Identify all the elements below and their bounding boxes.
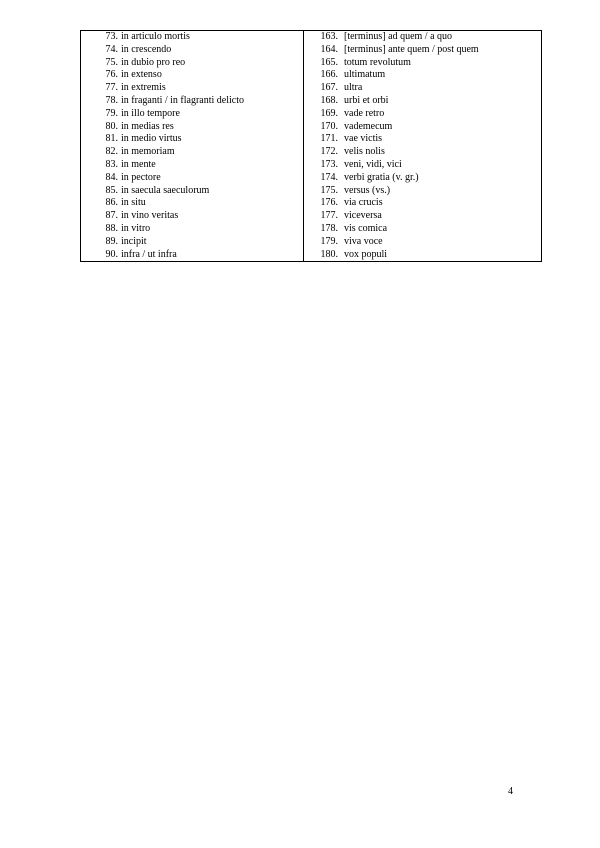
term-entry — [81, 108, 303, 121]
term-text: in memoriam — [121, 146, 175, 158]
term-entry — [81, 95, 303, 108]
table-cell-left — [81, 210, 304, 223]
table-cell-left — [81, 185, 304, 198]
term-entry — [81, 172, 303, 185]
term-text: in illo tempore — [121, 107, 180, 119]
term-entry — [304, 44, 541, 57]
table-cell-left — [81, 108, 304, 121]
table-cell-right — [304, 31, 542, 44]
term-number: 178. — [320, 222, 338, 234]
table-cell-left — [81, 197, 304, 210]
term-text: in crescendo — [121, 43, 172, 55]
table-cell-right — [304, 249, 542, 262]
term-number: 170. — [320, 120, 338, 132]
table-row — [81, 95, 542, 108]
term-text: in vino veritas — [121, 210, 179, 222]
table-cell-right — [304, 108, 542, 121]
table-cell-right — [304, 172, 542, 185]
term-entry — [304, 121, 541, 134]
table-cell-left — [81, 236, 304, 249]
term-entry — [81, 146, 303, 159]
table-row — [81, 57, 542, 70]
table-cell-left — [81, 82, 304, 95]
table-cell-left — [81, 172, 304, 185]
term-number: 75. — [105, 56, 118, 68]
table-row — [81, 146, 542, 159]
table-cell-right — [304, 69, 542, 82]
term-number: 76. — [105, 69, 118, 81]
term-text: versus (vs.) — [344, 184, 391, 196]
term-number: 89. — [105, 235, 118, 247]
table-cell-right — [304, 159, 542, 172]
term-entry — [304, 249, 541, 262]
table-cell-right — [304, 236, 542, 249]
term-entry — [304, 223, 541, 236]
table-row — [81, 223, 542, 236]
term-entry — [81, 31, 303, 44]
table-cell-left — [81, 159, 304, 172]
term-entry — [81, 249, 303, 262]
term-number: 167. — [320, 82, 338, 94]
term-text: [terminus] ad quem / a quo — [344, 31, 453, 42]
table-cell-right — [304, 121, 542, 134]
table-row — [81, 121, 542, 134]
term-entry — [81, 223, 303, 236]
table-row — [81, 249, 542, 262]
term-text: ultimatum — [344, 69, 386, 81]
term-entry — [304, 185, 541, 198]
term-text: in pectore — [121, 171, 161, 183]
table-row — [81, 108, 542, 121]
term-text: in fraganti / in flagranti delicto — [121, 94, 245, 106]
term-entry — [304, 197, 541, 210]
table-cell-right — [304, 95, 542, 108]
term-entry — [304, 210, 541, 223]
term-text: incipit — [121, 235, 147, 247]
term-text: velis nolis — [344, 146, 385, 158]
term-entry — [81, 185, 303, 198]
term-entry — [81, 236, 303, 249]
term-entry — [81, 82, 303, 95]
table-row — [81, 69, 542, 82]
term-text: in situ — [121, 197, 146, 209]
table-cell-right — [304, 185, 542, 198]
table-row — [81, 210, 542, 223]
term-entry — [81, 197, 303, 210]
term-number: 84. — [105, 171, 118, 183]
table-row — [81, 31, 542, 44]
table-cell-left — [81, 121, 304, 134]
term-text: vis comica — [344, 222, 388, 234]
term-text: verbi gratia (v. gr.) — [344, 171, 419, 183]
term-number: 86. — [105, 197, 118, 209]
term-text: in extenso — [121, 69, 162, 81]
table-cell-left — [81, 69, 304, 82]
term-entry — [81, 133, 303, 146]
term-number: 165. — [320, 56, 338, 68]
term-number: 166. — [320, 69, 338, 81]
term-number: 169. — [320, 107, 338, 119]
table-cell-right — [304, 57, 542, 70]
table-cell-right — [304, 197, 542, 210]
term-number: 177. — [320, 210, 338, 222]
term-entry — [81, 210, 303, 223]
term-number: 80. — [105, 120, 118, 132]
table-cell-right — [304, 82, 542, 95]
term-text: veni, vidi, vici — [344, 158, 402, 170]
term-text: in vitro — [121, 222, 151, 234]
table-row — [81, 133, 542, 146]
term-number: 173. — [320, 158, 338, 170]
term-number: 168. — [320, 94, 338, 106]
term-text: vox populi — [344, 248, 388, 260]
term-text: ultra — [344, 82, 363, 94]
term-entry — [81, 57, 303, 70]
table-cell-right — [304, 210, 542, 223]
table-cell-left — [81, 95, 304, 108]
term-text: via crucis — [344, 197, 383, 209]
terms-table — [80, 30, 542, 262]
term-number: 179. — [320, 235, 338, 247]
term-entry — [81, 121, 303, 134]
term-entry — [304, 172, 541, 185]
term-number: 90. — [105, 248, 118, 260]
term-text: totum revolutum — [344, 56, 411, 68]
term-entry — [304, 95, 541, 108]
term-text: viceversa — [344, 210, 382, 222]
term-text: vademecum — [344, 120, 393, 132]
table-row — [81, 44, 542, 57]
term-number: 73. — [105, 31, 118, 42]
term-number: 77. — [105, 82, 118, 94]
term-number: 74. — [105, 43, 118, 55]
term-text: in articulo mortis — [121, 31, 190, 42]
term-number: 82. — [105, 146, 118, 158]
term-text: in saecula saeculorum — [121, 184, 210, 196]
table-row — [81, 82, 542, 95]
table-cell-right — [304, 133, 542, 146]
term-text: [terminus] ante quem / post quem — [344, 43, 479, 55]
term-entry — [81, 44, 303, 57]
term-number: 172. — [320, 146, 338, 158]
term-entry — [304, 159, 541, 172]
term-text: in medio virtus — [121, 133, 182, 145]
term-text: in mente — [121, 158, 156, 170]
terms-table-body — [81, 31, 542, 262]
term-text: in medias res — [121, 120, 174, 132]
term-number: 87. — [105, 210, 118, 222]
table-cell-left — [81, 31, 304, 44]
table-row — [81, 159, 542, 172]
term-number: 180. — [320, 248, 338, 260]
table-cell-left — [81, 223, 304, 236]
term-number: 85. — [105, 184, 118, 196]
term-entry — [304, 236, 541, 249]
table-cell-left — [81, 57, 304, 70]
term-number: 175. — [320, 184, 338, 196]
table-cell-right — [304, 223, 542, 236]
term-entry — [81, 159, 303, 172]
term-text: infra / ut infra — [121, 248, 177, 260]
term-number: 164. — [320, 43, 338, 55]
term-entry — [304, 31, 541, 44]
term-number: 176. — [320, 197, 338, 209]
table-cell-left — [81, 249, 304, 262]
table-row — [81, 172, 542, 185]
term-text: vae victis — [344, 133, 383, 145]
term-number: 79. — [105, 107, 118, 119]
term-entry — [304, 57, 541, 70]
page-number: 4 — [508, 786, 513, 797]
table-cell-left — [81, 44, 304, 57]
term-number: 174. — [320, 171, 338, 183]
term-entry — [304, 108, 541, 121]
table-cell-left — [81, 133, 304, 146]
table-cell-right — [304, 44, 542, 57]
term-entry — [304, 69, 541, 82]
term-number: 78. — [105, 94, 118, 106]
term-text: in extremis — [121, 82, 166, 94]
table-cell-left — [81, 146, 304, 159]
term-text: urbi et orbi — [344, 94, 389, 106]
term-text: vade retro — [344, 107, 385, 119]
term-entry — [304, 133, 541, 146]
term-entry — [81, 69, 303, 82]
table-row — [81, 197, 542, 210]
term-number: 83. — [105, 158, 118, 170]
term-entry — [304, 146, 541, 159]
table-row — [81, 185, 542, 198]
term-text: viva voce — [344, 235, 383, 247]
term-text: in dubio pro reo — [121, 56, 186, 68]
table-cell-right — [304, 146, 542, 159]
table-row — [81, 236, 542, 249]
term-number: 163. — [320, 31, 338, 42]
term-number: 81. — [105, 133, 118, 145]
term-entry — [304, 82, 541, 95]
term-number: 88. — [105, 222, 118, 234]
term-number: 171. — [320, 133, 338, 145]
